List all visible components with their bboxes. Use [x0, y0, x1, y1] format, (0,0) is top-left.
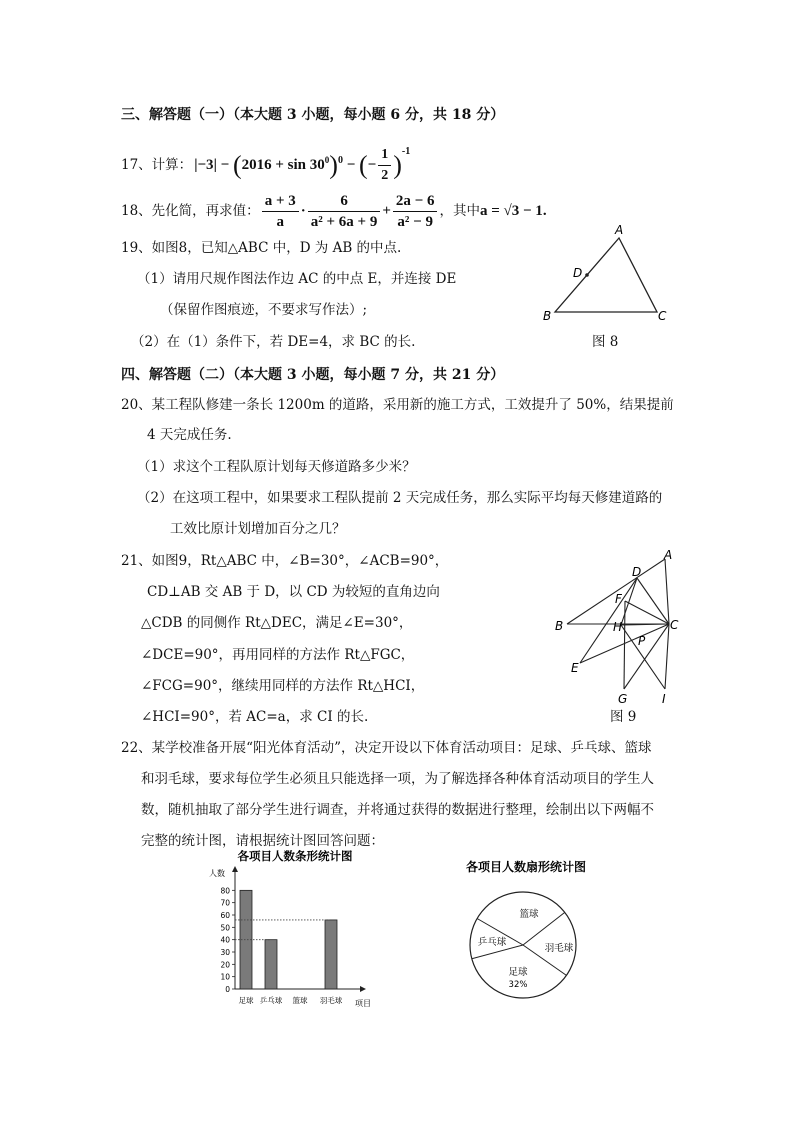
fig9-label-e: E	[571, 661, 579, 675]
q17-frac-den: 2	[381, 167, 389, 183]
q18-f1-den: a	[276, 213, 284, 230]
q20-line1: 20、某工程队修建一条长 1200m 的道路，采用新的施工方式，工效提升了 50%，结果提前	[121, 397, 674, 413]
q18-tail: ，其中	[439, 203, 480, 219]
q17-minus: −	[367, 156, 377, 173]
seg-fc	[625, 601, 669, 624]
bar-3	[325, 920, 337, 989]
bar-chart-ytick-label: 60	[220, 911, 230, 920]
fig9-label-p: P	[638, 634, 646, 648]
bar-chart-category-label: 乒乓球	[259, 996, 283, 1005]
seg-ic	[665, 624, 669, 689]
bar-chart-xlabel: 项目	[355, 999, 371, 1008]
pie-label-3: 乒乓球	[477, 937, 507, 948]
q17-label: 17、计算：	[121, 157, 193, 173]
figure-9-caption: 图 9	[610, 709, 637, 725]
seg-ac	[665, 559, 669, 624]
bar-chart-ytick-label: 30	[220, 948, 230, 957]
q22-line1: 22、某学校准备开展“阳光体育活动”，决定开设以下体育活动项目：足球、乒乓球、篮球	[121, 740, 652, 756]
bar-chart-category-label: 羽毛球	[319, 996, 343, 1005]
fig9-label-c: C	[670, 618, 679, 632]
q20-line4: （2）在这项工程中，如果要求工程队提前 2 天完成任务，那么实际平均每天修建道路的	[137, 490, 663, 506]
q17-exp-neg1: -1	[401, 146, 411, 158]
fig9-label-a: A	[664, 548, 673, 562]
bar-chart-ytick-label: 40	[220, 935, 230, 945]
bar-chart	[205, 848, 385, 1008]
seg-dh	[621, 578, 637, 625]
q18-dot: ·	[300, 203, 306, 219]
pie-label-2: 足球	[508, 967, 528, 978]
bar-chart-category-label: 篮球	[292, 996, 308, 1005]
question-17: 17、计算： $|-3| - (2016 + \sin 30^0)^0$ − (− $\frac{1}{2}$ )$^{-1}$	[121, 146, 411, 183]
bar-chart-ytick-label: 80	[220, 886, 230, 896]
q21-line2: CD⊥AB 交 AB 于 D，以 CD 为较短的直角边向	[147, 584, 440, 600]
q22-line3: 数，随机抽取了部分学生进行调查，并将通过获得的数据进行整理，绘制出以下两幅不	[141, 802, 654, 818]
figure-9	[545, 545, 690, 715]
label-a: A	[615, 223, 624, 237]
question-18	[121, 192, 547, 230]
q19-line3: （保留作图痕迹，不要求写作法）;	[160, 302, 368, 318]
pie-label-1: 羽毛球	[544, 943, 574, 954]
q17-exp0: 0	[337, 154, 343, 166]
fig9-label-i: I	[662, 692, 666, 706]
label-b: B	[543, 309, 552, 323]
fig9-label-d: D	[632, 565, 642, 579]
q21-line5: ∠FCG=90°，继续用同样的方法作 Rt△HCI，	[141, 678, 425, 694]
q22-line2: 和羽毛球，要求每位学生必须且只能选择一项，为了解选择各种体育活动项目的学生人	[141, 771, 654, 787]
q18-condition: a = √3 − 1	[479, 203, 543, 219]
q18-f1-num: a + 3	[262, 192, 299, 212]
q18-label: 18、先化简，再求值：	[121, 203, 260, 219]
bar-chart-ytick-label: 20	[220, 960, 230, 970]
q20-line2: 4 天完成任务.	[147, 427, 232, 443]
section4-title: 四、解答题（二）（本大题 3 小题，每小题 7 分，共 21 分）	[121, 367, 505, 383]
fig9-label-g: G	[618, 692, 628, 706]
figure-8	[535, 222, 680, 327]
q18-f3-num: 2a − 6	[393, 192, 438, 212]
pie-annotation-football: 32%	[508, 980, 528, 990]
fig9-label-h: H	[613, 620, 623, 634]
q19-line4: （2）在（1）条件下，若 DE=4，求 BC 的长.	[131, 334, 416, 350]
figure-8-caption: 图 8	[592, 334, 619, 350]
q17-frac-num: 1	[378, 146, 391, 166]
q18-end: .	[542, 203, 547, 219]
q21-line4: ∠DCE=90°，再用同样的方法作 Rt△FGC，	[141, 647, 415, 663]
q20-line3: （1）求这个工程队原计划每天修道路多少米？	[137, 459, 416, 475]
q17-paren-expr: 2016 + sin 30	[241, 156, 325, 173]
q20-line5: 工效比原计划增加百分之几？	[170, 521, 346, 537]
fig9-label-f: F	[615, 592, 622, 606]
label-c: C	[658, 309, 667, 323]
q18-plus: +	[382, 203, 391, 219]
section3-title: 三、解答题（一）（本大题 3 小题，每小题 6 分，共 18 分）	[121, 107, 505, 123]
seg-dc	[637, 578, 669, 624]
q18-f2-den: a² + 6a + 9	[310, 213, 378, 230]
q19-line1: 19、如图8，已知△ABC 中，D 为 AB 的中点.	[121, 240, 402, 256]
pie-chart-title: 各项目人数扇形统计图	[465, 860, 587, 874]
bar-chart-ytick-label: 50	[220, 923, 230, 933]
bar-chart-ylabel: 人数	[209, 869, 225, 878]
pie-label-0: 篮球	[519, 909, 539, 920]
bar-1	[265, 940, 277, 989]
bar-chart-category-label: 足球	[238, 996, 254, 1005]
q22-line4: 完整的统计图，请根据统计图回答问题：	[141, 833, 384, 849]
bar-chart-y-arrow	[232, 866, 238, 872]
q21-line6: ∠HCI=90°，若 AC=a，求 CI 的长.	[141, 709, 369, 725]
q17-abs-value: −3	[197, 156, 214, 173]
fig9-label-b: B	[555, 619, 564, 633]
q19-line2: （1）请用尺规作图法作边 AC 的中点 E，并连接 DE	[137, 271, 457, 287]
bar-chart-ytick-label: 70	[220, 898, 230, 908]
bar-chart-ytick-label: 10	[220, 972, 230, 982]
q18-f3-den: a² − 9	[397, 213, 433, 230]
label-d: D	[573, 266, 583, 280]
bar-chart-title: 各项目人数条形统计图	[237, 849, 353, 863]
q21-line3: △CDB 的同侧作 Rt△DEC，满足∠E=30°，	[141, 615, 413, 631]
triangle-abc	[555, 238, 657, 312]
point-d	[585, 273, 589, 277]
q21-line1: 21、如图9，Rt△ABC 中，∠B=30°，∠ACB=90°，	[121, 553, 449, 569]
q17-deg: 0	[324, 154, 330, 165]
bar-chart-ytick-label: 0	[225, 985, 230, 994]
bar-chart-x-arrow	[360, 986, 366, 992]
pie-chart	[440, 855, 620, 1005]
q18-f2-num: 6	[308, 192, 381, 212]
